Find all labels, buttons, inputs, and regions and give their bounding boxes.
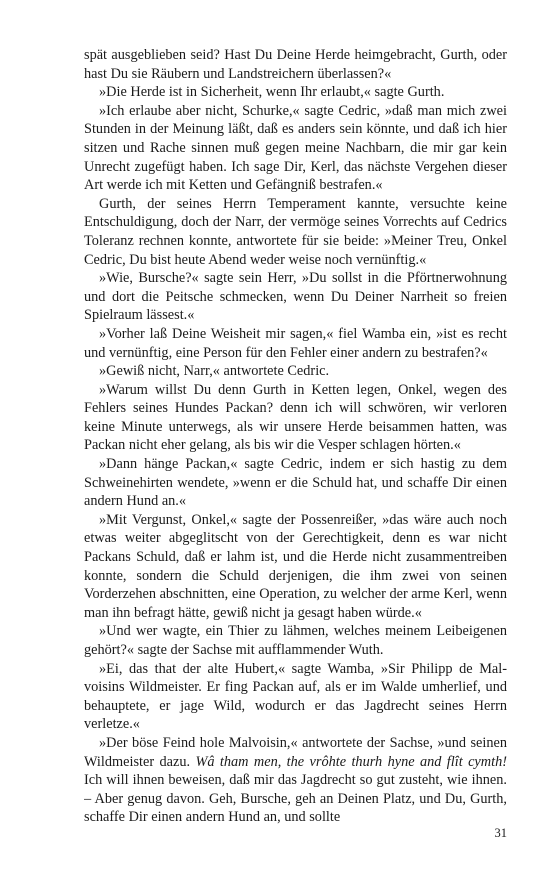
paragraph-4: Gurth, der seines Herrn Temperament kannte, versuchte keine Entschuldigung, doch der Narr, der vermöge seines Vorrechts auf Cedrics Toleranz rechnen konnte, antwortete für sie beide: »Meiner Treu, Onkel Cedric, Du bist heute Abend weder weise noch vernünftig.« (84, 195, 507, 268)
paragraph-1: spät ausgeblieben seid? Hast Du Deine Herde heimgebracht, Gurth, oder hast Du sie Räubern und Landstreichern überlassen?« (84, 47, 507, 82)
paragraph-6: »Vorher laß Deine Weisheit mir sagen,« fiel Wamba ein, »ist es recht und vernünftig, eine Person für den Fehler einer andern zu bestrafen?« (84, 325, 507, 361)
paragraph-13-italic-quote: Wâ tham men, the vrôhte thurh hyne and flît cymth! (195, 753, 507, 770)
page-number: 31 (494, 826, 507, 840)
paragraph-13-start: »Der böse Feind hole Malvoisin,« antwortete der Sachse, »und seinen Wildmeister dazu. (84, 734, 507, 770)
paragraph-9: »Dann hänge Packan,« sagte Cedric, indem er sich hastig zu dem Schweinehirten wendete, »wenn er die Schuld hat, und schaffe Dir einen andern Hund an.« (84, 456, 507, 510)
paragraph-2: »Die Herde ist in Sicherheit, wenn Ihr erlaubt,« sagte Gurth. (99, 84, 445, 101)
paragraph-8: »Warum willst Du denn Gurth in Ketten legen, Onkel, wegen des Fehlers seines Hundes Packan? denn ich will schwören, wir verloren keine Minute unterwegs, als wir unsere Herde beisammen hatten, was Packan nicht eher gelang, als bis wir die Vesper schlagen hörten.« (84, 381, 507, 454)
paragraph-10: »Mit Vergunst, Onkel,« sagte der Possenreißer, »das wäre auch noch etwas weiter abgeglitscht von der Gerechtigkeit, denn es war nicht Packans Schuld, daß er lahm ist, und die Herde nicht zusammentreiben konnte, sondern die Schuld derjenigen, die ihm zwei von seinen Vorderzehen abschnitten, eine Operation, zu welcher der arme Kerl, wenn man ihn befragt hätte, gewiß nicht ja gesagt haben würde.« (84, 511, 507, 621)
page-body (84, 46, 507, 836)
paragraph-13 (84, 734, 507, 827)
paragraph-5: »Wie, Bursche?« sagte sein Herr, »Du sollst in die Pförtnerwohnung und dort die Peitsche schmecken, wenn Du Deiner Narrheit so freien Spielraum lässest.« (84, 270, 507, 324)
paragraph-7: »Gewiß nicht, Narr,« antwortete Cedric. (99, 363, 330, 380)
paragraph-13-rest: Ich will ihnen beweisen, daß mir das Jagdrecht so gut zusteht, wie ihnen. – Aber genug davon. Geh, Bursche, geh an Deinen Platz, und Du, Gurth, schaffe Dir einen andern Hund an, und sollte (84, 772, 507, 826)
paragraph-3: »Ich erlaube aber nicht, Schurke,« sagte Cedric, »daß man mich zwei Stunden in der Meinung läßt, daß es anders sein könnte, und daß ich hier sitzen und Rache sinnen muß gegen meine Nachbarn, die mir gar kein Unrecht zugefügt haben. Ich sage Dir, Kerl, das nächste Vergehen dieser Art werde ich mit Ketten und Gefängniß bestrafen.« (84, 102, 507, 194)
paragraph-12: »Ei, das that der alte Hubert,« sagte Wamba, »Sir Philipp de Malvoisins Wildmeister. Er fing Packan auf, als er im Walde umherlief, und behauptete, er jage Wild, wodurch er das Jagdrecht seines Herrn verletze.« (84, 660, 507, 733)
paragraph-11: »Und wer wagte, ein Thier zu lähmen, welches meinem Leibeigenen gehört?« sagte der Sachse mit aufflammender Wuth. (84, 623, 507, 658)
